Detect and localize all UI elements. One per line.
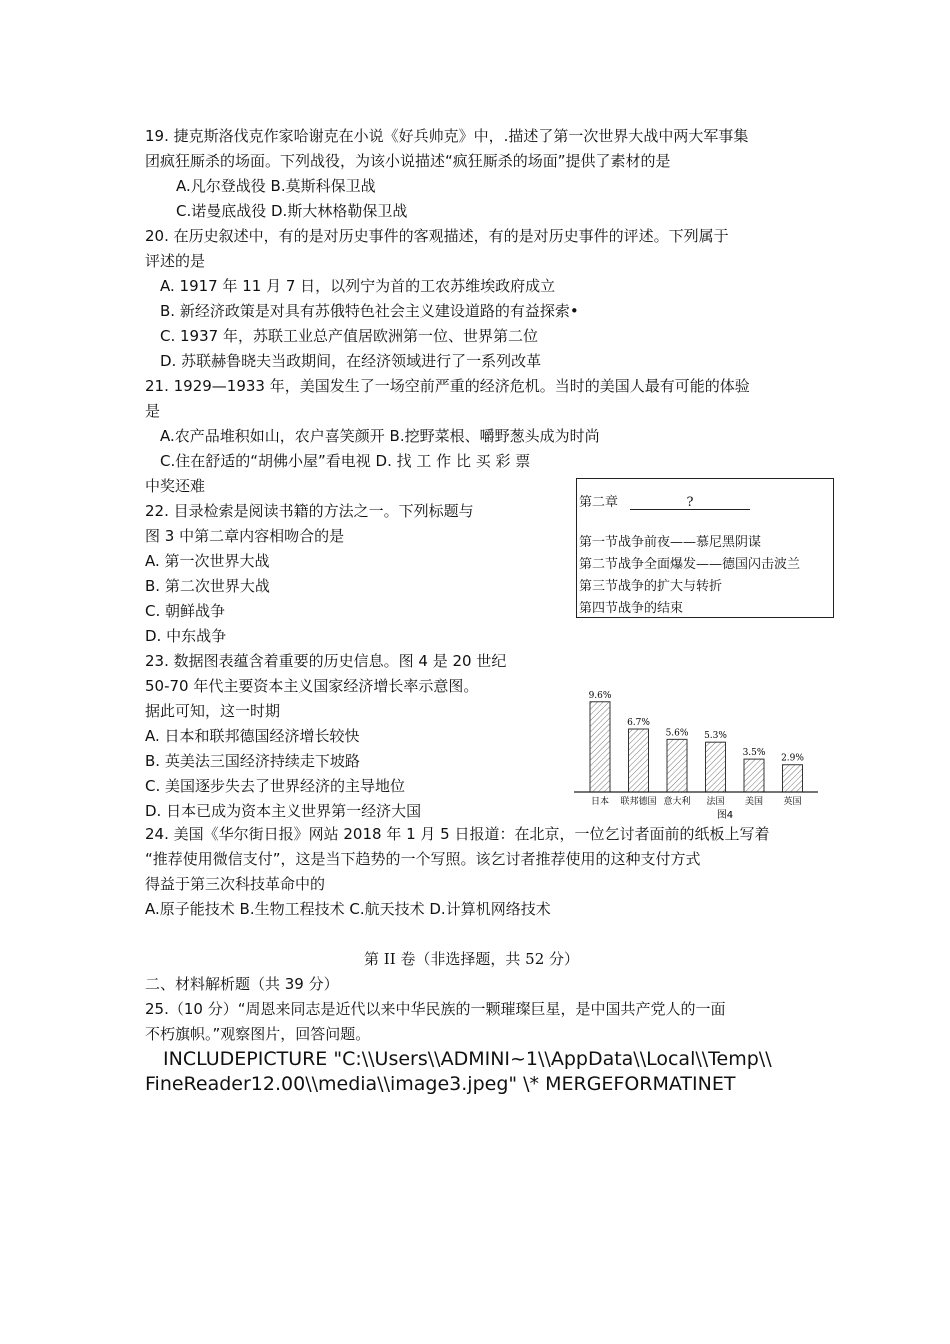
q19-options-ab: A.凡尔登战役 B.莫斯科保卫战 <box>176 177 376 195</box>
chart-bar <box>706 742 726 792</box>
chart-bar <box>783 765 803 792</box>
q24-stem-line2: “推荐使用微信支付”，这是当下趋势的一个写照。该乞讨者推荐使用的这种支付方式 <box>145 850 701 868</box>
q20-option-c: C. 1937 年，苏联工业总产值居欧洲第一位、世界第二位 <box>160 327 538 345</box>
toc-section-1: 第一节战争前夜——慕尼黑阴谋 <box>579 535 762 550</box>
q22-stem-line1: 22. 目录检索是阅读书籍的方法之一。下列标题与 <box>145 502 474 520</box>
toc-chapter-label: 第二章 <box>579 495 619 510</box>
chart-bar <box>744 759 764 792</box>
q21-stem-line1: 21. 1929—1933 年，美国发生了一场空前严重的经济危机。当时的美国人最有可能的体验 <box>145 377 750 395</box>
chart-title: 图4 <box>716 810 734 821</box>
toc-figure-box <box>576 478 834 618</box>
toc-section-4: 第四节战争的结束 <box>579 601 684 616</box>
chart-category-label: 意大利 <box>663 797 691 807</box>
q25-stem-line1: 25.（10 分）“周恩来同志是近代以来中华民族的一颗璀璨巨星，是中国共产党人的一面 <box>145 1000 726 1018</box>
q23-stem-line3: 据此可知，这一时期 <box>145 702 281 720</box>
field-code-line2: FineReader12.00\\media\\image3.jpeg" \* MERGEFORMATINET <box>145 1073 736 1095</box>
chart-category-label: 日本 <box>590 797 610 807</box>
chart-category-label: 英国 <box>783 797 802 807</box>
chart-category-label: 联邦德国 <box>620 797 657 807</box>
q21-options-ab: A.农产品堆积如山，农户喜笑颜开 B.挖野菜根、嚼野葱头成为时尚 <box>160 427 600 445</box>
chart-value-label: 9.6% <box>588 690 612 701</box>
section-heading: 二、材料解析题（共 39 分） <box>145 975 339 993</box>
chart-bar <box>590 702 610 792</box>
q22-stem-line2: 图 3 中第二章内容相吻合的是 <box>145 527 345 545</box>
q19-options-cd: C.诺曼底战役 D.斯大林格勒保卫战 <box>176 202 408 220</box>
q21-option-continuation: 中奖还难 <box>145 477 206 495</box>
chart-value-label: 5.3% <box>704 731 727 742</box>
q23-option-c: C. 美国逐步失去了世界经济的主导地位 <box>145 777 406 795</box>
toc-chapter-line <box>579 491 750 510</box>
q20-stem-line2: 评述的是 <box>145 252 206 270</box>
q20-stem-line1: 20. 在历史叙述中，有的是对历史事件的客观描述，有的是对历史事件的评述。下列属于 <box>145 227 729 245</box>
field-code-line1: INCLUDEPICTURE "C:\\Users\\ADMINI~1\\AppData\\Local\\Temp\\ <box>163 1048 772 1070</box>
q21-options-cd: C.住在舒适的“胡佛小屋”看电视 D. 找 工 作 比 买 彩 票 <box>160 452 531 470</box>
chart-value-label: 2.9% <box>781 753 804 764</box>
q21-stem-line2: 是 <box>145 402 161 420</box>
chart-bar <box>629 729 649 792</box>
toc-section-2: 第二节战争全面爆发——德国闪击波兰 <box>579 557 801 572</box>
q20-option-a: A. 1917 年 11 月 7 日，以列宁为首的工农苏维埃政府成立 <box>160 277 556 295</box>
q23-stem-line1: 23. 数据图表蕴含着重要的历史信息。图 4 是 20 世纪 <box>145 652 507 670</box>
q20-option-b: B. 新经济政策是对具有苏俄特色社会主义建设道路的有益探索• <box>160 302 579 320</box>
q23-option-d: D. 日本已成为资本主义世界第一经济大国 <box>145 802 422 820</box>
part2-title: 第 II 卷（非选择题，共 52 分） <box>364 950 580 968</box>
q24-options: A.原子能技术 B.生物工程技术 C.航天技术 D.计算机网络技术 <box>145 900 551 918</box>
chart-bar <box>667 739 687 792</box>
q25-stem-line2: 不朽旗帜。”观察图片，回答问题。 <box>145 1025 371 1043</box>
growth-rate-bar-chart <box>568 686 824 822</box>
q23-stem-line2: 50-70 年代主要资本主义国家经济增长率示意图。 <box>145 677 479 695</box>
q22-option-d: D. 中东战争 <box>145 627 227 645</box>
q19-stem-line1: 19. 捷克斯洛伐克作家哈谢克在小说《好兵帅克》中，.描述了第一次世界大战中两大军事集 <box>145 127 749 145</box>
q22-option-a: A. 第一次世界大战 <box>145 552 270 570</box>
chart-value-label: 6.7% <box>627 718 650 729</box>
q24-stem-line1: 24. 美国《华尔街日报》网站 2018 年 1 月 5 日报道：在北京，一位乞讨者面前的纸板上写着 <box>145 825 770 843</box>
chart-value-label: 5.6% <box>665 728 689 739</box>
q23-option-a: A. 日本和联邦德国经济增长较快 <box>145 727 360 745</box>
chart-category-label: 美国 <box>744 797 764 807</box>
q20-option-d: D. 苏联赫鲁晓夫当政期间，在经济领域进行了一系列改革 <box>160 352 542 370</box>
toc-section-3: 第三节战争的扩大与转折 <box>579 579 723 594</box>
q23-option-b: B. 英美法三国经济持续走下坡路 <box>145 752 360 770</box>
q22-option-b: B. 第二次世界大战 <box>145 577 270 595</box>
toc-chapter-blank: ? <box>630 497 750 510</box>
q22-option-c: C. 朝鲜战争 <box>145 602 226 620</box>
chart-category-label: 法国 <box>706 797 725 807</box>
q19-stem-line2: 团疯狂厮杀的场面。下列战役，为该小说描述“疯狂厮杀的场面”提供了素材的是 <box>145 152 671 170</box>
chart-value-label: 3.5% <box>742 748 766 759</box>
q24-stem-line3: 得益于第三次科技革命中的 <box>145 875 326 893</box>
